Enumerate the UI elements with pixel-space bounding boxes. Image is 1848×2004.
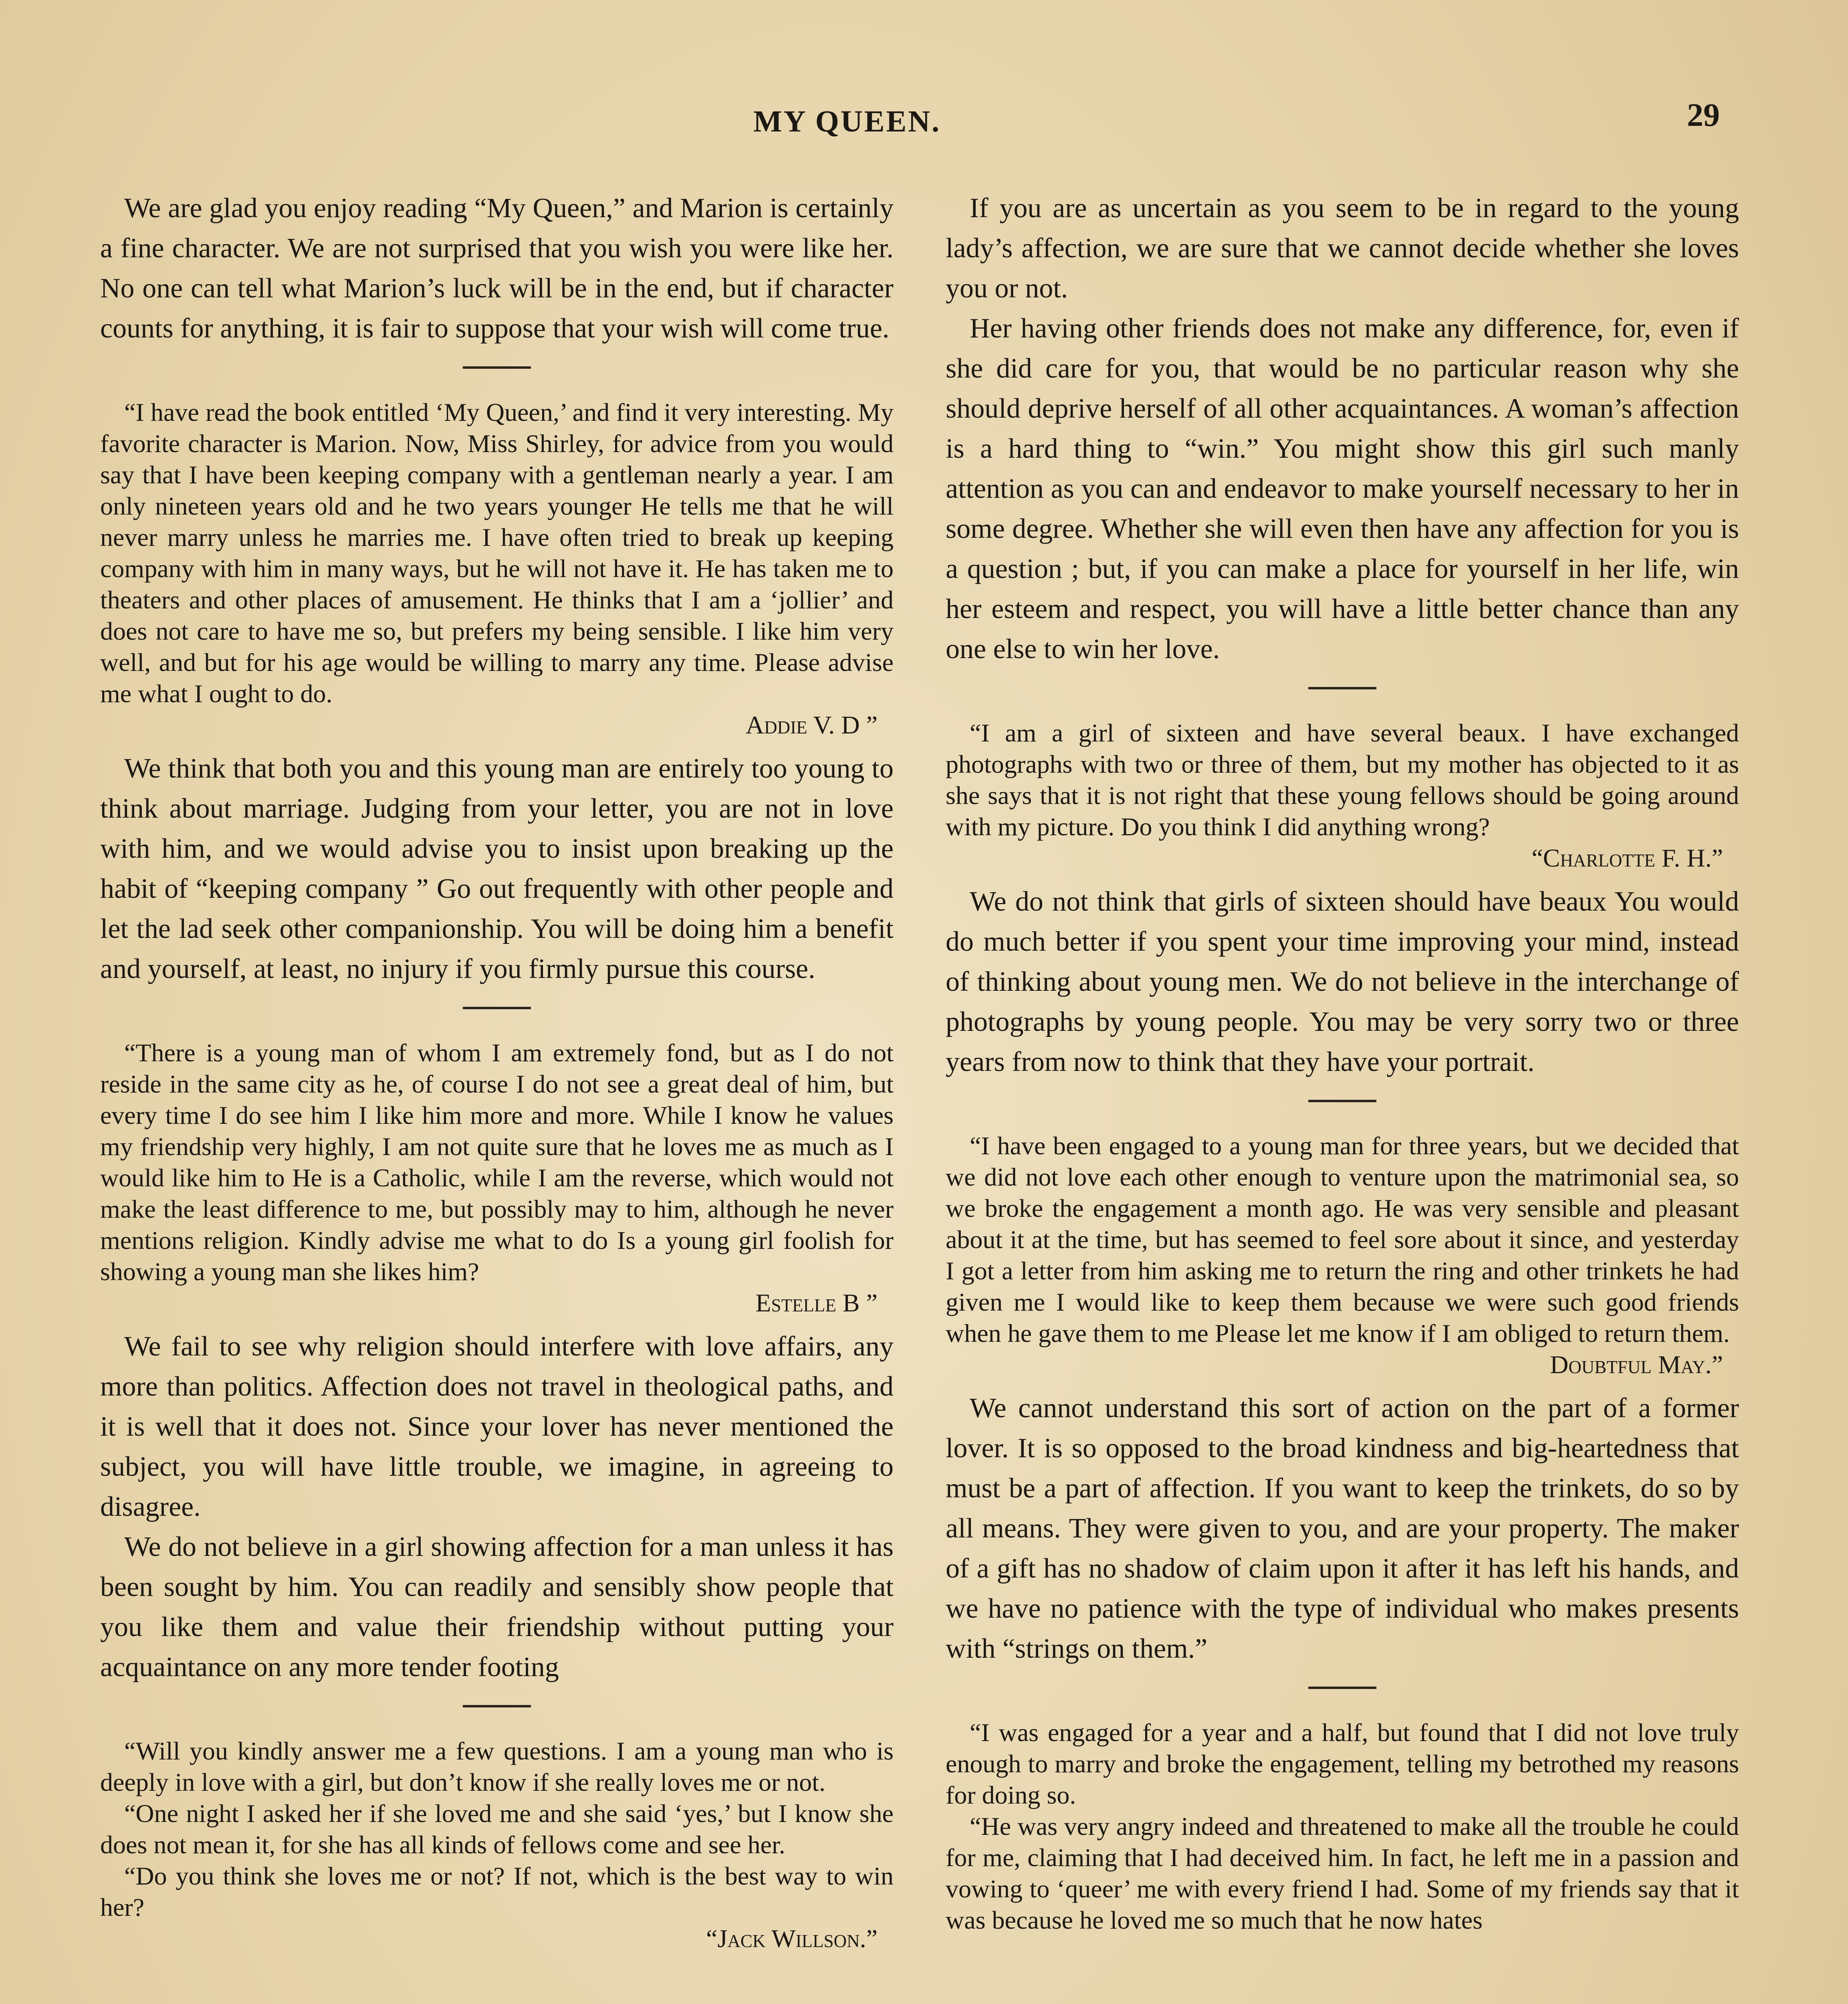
reader-letter: “I was engaged for a year and a half, but found that I did not love truly enough to marry and broke the engagement, telling my betrothed my reasons for doing so. [946, 1718, 1739, 1809]
reply-paragraph: We do not think that girls of sixteen should have beaux You would do much better if you spent your time improving your mind, instead of thinking about young men. We do not believe in the interchange of photographs by young people. You may be very sorry two or three years from now to think that they have your portrait. [946, 886, 1739, 1077]
reply-paragraph: Her having other friends does not make any difference, for, even if she did care for you, that would be no particular reason why she should deprive herself of all other acquaintances. A woman’s affection is a hard thing to “win.” You might show this girl such manly attention as you can and endeavor to make yourself necessary to her in some degree. Whether she will even then have any affection for you is a question ; but, if you can make a place for yourself in her life, win her esteem and respect, you will have a little better chance than any one else to win her love. [946, 313, 1739, 665]
letter-signature: “Jack Willson.” [706, 1924, 878, 1953]
reader-letter: “He was very angry indeed and threatened to make all the trouble he could for me, claiming that I had deceived him. In fact, he left me in a passion and vowing to ‘queer’ me with every friend I had. Some of my friends say that it was because he loved me so much that he now hates [946, 1812, 1739, 1934]
section-divider [463, 1705, 531, 1707]
reply-paragraph: If you are as uncertain as you seem to be in regard to the young lady’s affection, we are sure that we cannot decide whether she loves you or not. [946, 193, 1739, 304]
reply-paragraph: We do not believe in a girl showing affection for a man unless it has been sought by him. You can readily and sensibly show people that you like them and value their friendship without putting your acquaintance on any more tender footing [100, 1531, 894, 1683]
section-divider [1308, 1687, 1376, 1689]
reader-letter: “There is a young man of whom I am extremely fond, but as I do not reside in the same city as he, of course I do not see a great deal of him, but every time I do see him I like him more and more. While I know he values my friendship very highly, I am not quite sure that he loves me as much as I would like him to He is a Catholic, while I am the reverse, which would not make the least difference to me, but possibly may to him, although he never mentions religion. Kindly advise me what to do Is a young girl foolish for showing a young man she likes him? [100, 1038, 894, 1286]
letter-signature: Doubtful May.” [1550, 1350, 1723, 1379]
running-head: MY QUEEN. [753, 105, 941, 138]
letter-signature: “Charlotte F. H.” [1531, 844, 1723, 872]
left-column [100, 188, 894, 1962]
reader-letter: “I have read the book entitled ‘My Queen,’ and find it very interesting. My favorite character is Marion. Now, Miss Shirley, for advice from you would say that I have been keeping company with a gentleman nearly a year. I am only nineteen years old and he two years younger He tells me that he will never marry unless he marries me. I have often tried to break up keeping company with him in many ways, but he will not have it. He has taken me to theaters and other places of amusement. He thinks that I am a ‘jollier’ and does not care to have me so, but prefers my being sensible. I like him very well, and but for his age would be willing to marry any time. Please advise me what I ought to do. [100, 398, 894, 708]
reply-paragraph: We are glad you enjoy reading “My Queen,” and Marion is certainly a fine character. We are not surprised that you wish you were like her. No one can tell what Marion’s luck will be in the end, but if character counts for anything, it is fair to suppose that your wish will come true. [100, 193, 894, 344]
letter-signature: Estelle B ” [755, 1289, 878, 1317]
section-divider [1308, 1100, 1376, 1102]
reply-paragraph: We cannot understand this sort of action on the part of a former lover. It is so opposed to the broad kindness and big-heartedness that must be a part of affection. If you want to keep the trinkets, do so by all means. They were given to you, and are your property. The maker of a gift has no shadow of claim upon it after it has left his hands, and we have no patience with the type of individual who makes presents with “strings on them.” [946, 1393, 1739, 1664]
section-divider [463, 1007, 531, 1009]
reader-letter: “Do you think she loves me or not? If not, which is the best way to win her? [100, 1862, 894, 1921]
reader-letter: “I have been engaged to a young man for three years, but we decided that we did not love each other enough to venture upon the matrimonial sea, so we broke the engagement a month ago. He was very sensible and pleasant about it at the time, but has seemed to feel sore about it since, and yesterday I got a letter from him asking me to return the ring and other trinkets he had given me I would like to keep them because we were such good friends when he gave them to me Please let me know if I am obliged to return them. [946, 1131, 1739, 1347]
letter-signature: Addie V. D ” [745, 711, 878, 739]
page-number: 29 [1687, 97, 1720, 133]
reader-letter: “One night I asked her if she loved me and she said ‘yes,’ but I know she does not mean it, for she has all kinds of fellows come and see her. [100, 1799, 894, 1859]
section-divider [1308, 687, 1376, 689]
reply-paragraph: We fail to see why religion should interfere with love affairs, any more than politics. Affection does not travel in theological paths, and it is well that it does not. Since your lover has never mentioned the subject, you will have little trouble, we imagine, in agreeing to disagree. [100, 1331, 894, 1522]
section-divider [463, 366, 531, 369]
reader-letter: “Will you kindly answer me a few questions. I am a young man who is deeply in love with a girl, but don’t know if she really loves me or not. [100, 1737, 894, 1796]
reader-letter: “I am a girl of sixteen and have several beaux. I have exchanged photographs with two or three of them, but my mother has objected to it as she says that it is not right that these young fellows should be going around with my picture. Do you think I did anything wrong? [946, 719, 1739, 841]
reply-paragraph: We think that both you and this young man are entirely too young to think about marriage. Judging from your letter, you are not in love with him, and we would advise you to insist upon breaking up the habit of “keeping company ” Go out frequently with other people and let the lad seek other companionship. You will be doing him a benefit and yourself, at least, no injury if you firmly pursue this course. [100, 753, 894, 984]
right-column [946, 188, 1739, 1936]
page-header [0, 92, 1848, 148]
